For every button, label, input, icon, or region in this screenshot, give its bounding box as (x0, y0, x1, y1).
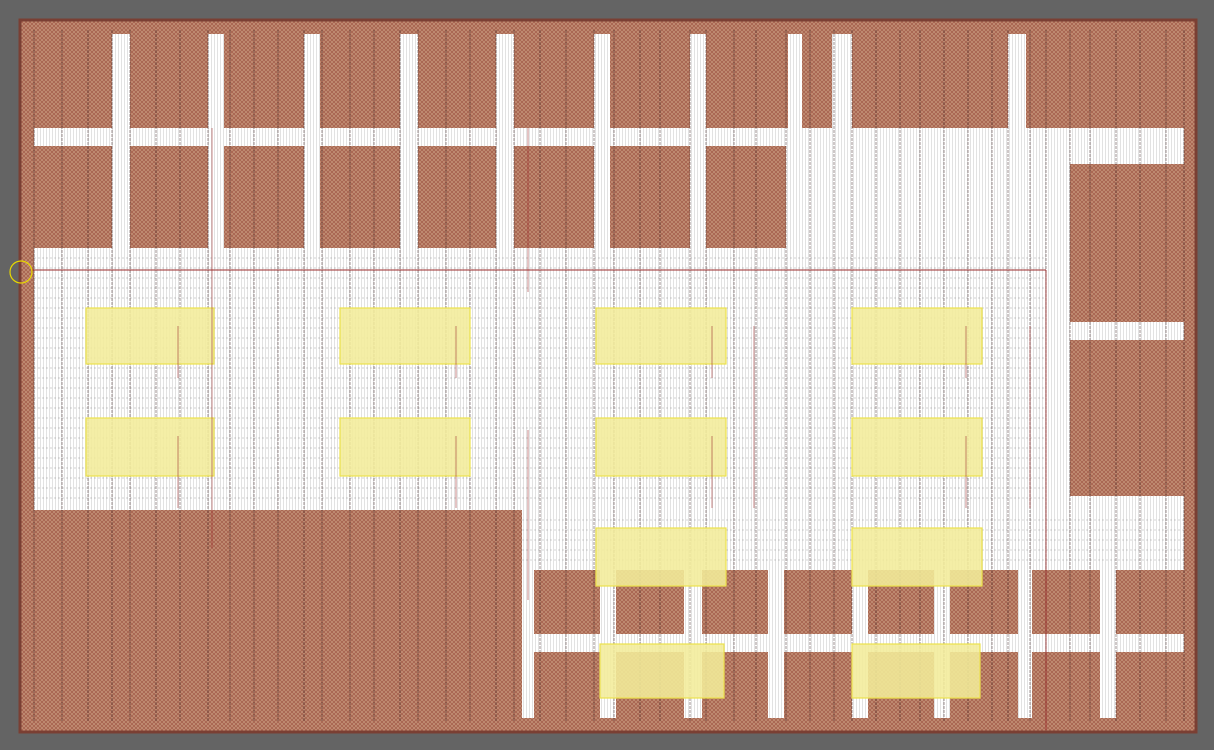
highlighted-cell[interactable] (86, 418, 214, 476)
channel-region (1046, 164, 1070, 510)
highlighted-cell[interactable] (852, 418, 982, 476)
channel-region (208, 34, 224, 248)
highlighted-cell[interactable] (596, 418, 726, 476)
channel-region (496, 34, 514, 248)
highlighted-cell[interactable] (340, 308, 470, 364)
channel-region (1100, 570, 1116, 718)
channel-region (788, 34, 802, 128)
channel-region (690, 34, 706, 248)
highlighted-cell[interactable] (852, 528, 982, 586)
highlighted-cell[interactable] (852, 308, 982, 364)
channel-region (832, 34, 852, 128)
highlighted-cell[interactable] (600, 644, 724, 698)
channel-region (594, 34, 610, 248)
channel-region (1046, 496, 1184, 570)
highlighted-cell[interactable] (596, 528, 726, 586)
highlighted-cell[interactable] (86, 308, 214, 364)
channel-region (400, 34, 418, 248)
channel-region (112, 34, 130, 248)
highlighted-cell[interactable] (852, 644, 980, 698)
channel-region (786, 146, 1060, 248)
channel-region (768, 570, 784, 718)
channel-region (304, 34, 320, 248)
highlighted-cell[interactable] (596, 308, 726, 364)
channel-region (1070, 322, 1184, 340)
channel-region (1008, 34, 1026, 148)
highlighted-cell[interactable] (340, 418, 470, 476)
channel-region (1046, 146, 1184, 164)
